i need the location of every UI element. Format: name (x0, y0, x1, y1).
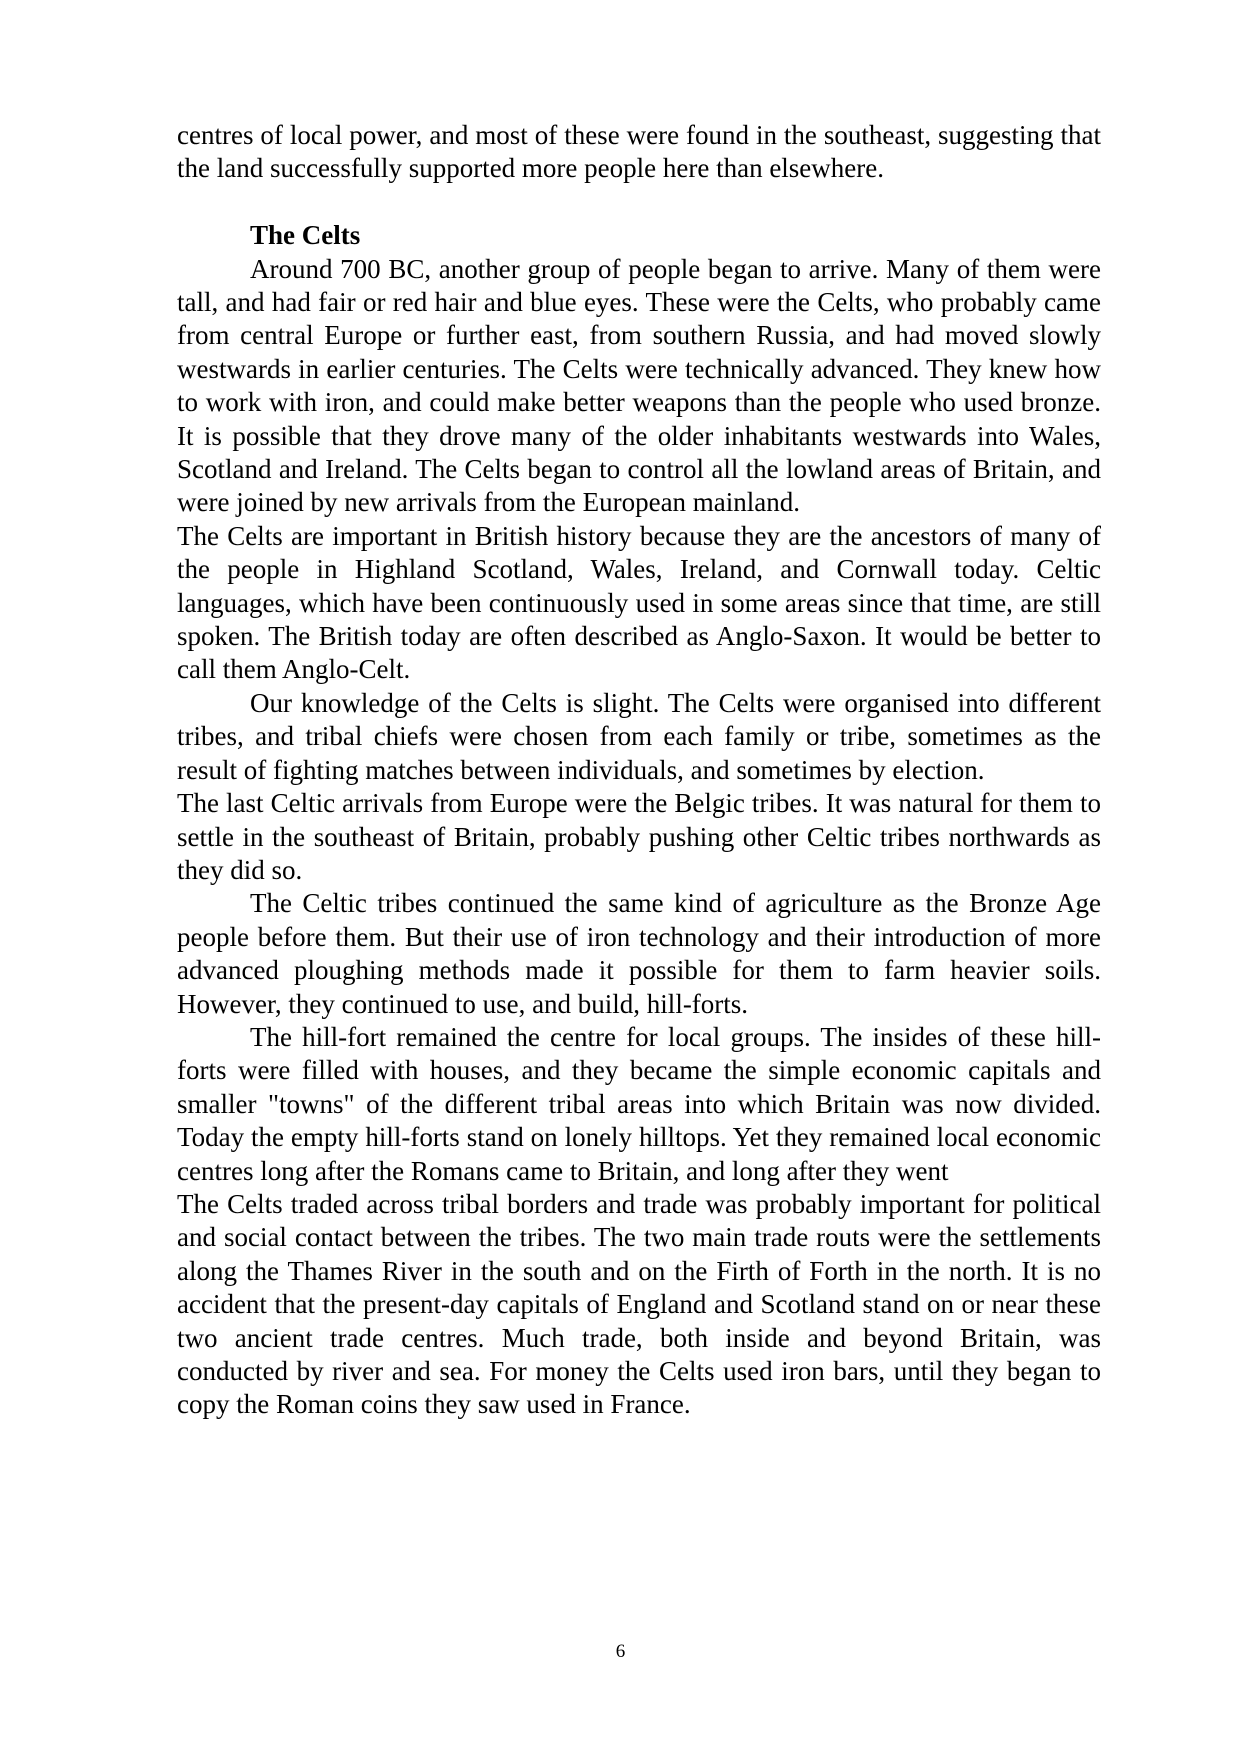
page-number: 6 (615, 1641, 626, 1662)
paragraph: The last Celtic arrivals from Europe were the Belgic tribes. It was natural for them to settle in the southeast of Britain, probably pushing other Celtic tribes northwards as they did so. (177, 788, 1101, 885)
section-heading: The Celts (250, 220, 361, 251)
page-body (177, 119, 1101, 1422)
paragraph: Around 700 BC, another group of people began to arrive. Many of them were tall, and had fair or red hair and blue eyes. These were the Celts, who probably came from central Europe or further east, from southern Russia, and had moved slowly westwards in earlier centuries. The Celts were technically advanced. They knew how to work with iron, and could make better weapons than the people who used bronze. It is possible that they drove many of the older inhabitants westwards into Wales, Scotland and Ireland. The Celts began to control all the lowland areas of Britain, and were joined by new arrivals from the European mainland. (177, 253, 1101, 518)
paragraph-continued: centres of local power, and most of these were found in the southeast, suggesting that the land successfully supported more people here than elsewhere. (177, 120, 1101, 184)
paragraph: The hill-fort remained the centre for local groups. The insides of these hill-forts were filled with houses, and they became the simple economic capitals and smaller "towns" of the different tribal areas into which Britain was now divided. Today the empty hill-forts stand on lonely hilltops. Yet they remained local economic centres long after the Romans came to Britain, and long after they went (177, 1021, 1101, 1186)
paragraph: The Celts are important in British history because they are the ancestors of many of the people in Highland Scotland, Wales, Ireland, and Cornwall today. Celtic languages, which have been continuously used in some areas since that time, are still spoken. The British today are often described as Anglo-Saxon. It would be better to call them Anglo-Celt. (177, 520, 1101, 685)
paragraph: The Celts traded across tribal borders and trade was probably important for political and social contact between the tribes. The two main trade routs were the settlements along the Thames River in the south and on the Firth of Forth in the north. It is no accident that the present-day capitals of England and Scotland stand on or near these two ancient trade centres. Much trade, both inside and beyond Britain, was conducted by river and sea. For money the Celts used iron bars, until they began to copy the Roman coins they saw used in France. (177, 1188, 1101, 1420)
paragraph: Our knowledge of the Celts is slight. The Celts were organised into different tribes, and tribal chiefs were chosen from each family or tribe, sometimes as the result of fighting matches between individuals, and sometimes by election. (177, 687, 1101, 785)
paragraph: The Celtic tribes continued the same kind of agriculture as the Bronze Age people before them. But their use of iron technology and their introduction of more advanced ploughing methods made it possible for them to farm heavier soils. However, they continued to use, and build, hill-forts. (177, 888, 1101, 1019)
